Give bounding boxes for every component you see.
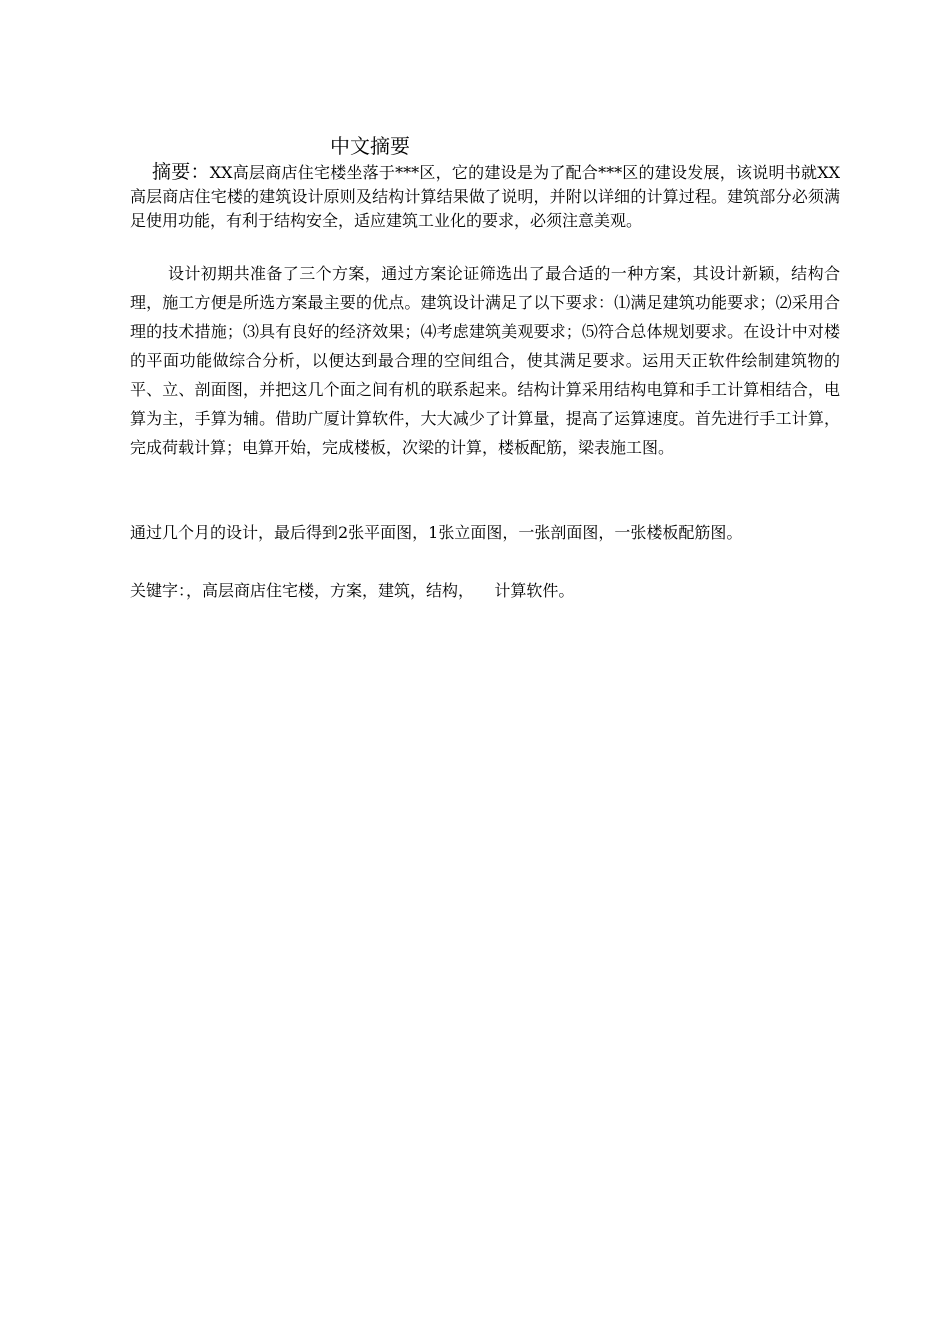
design-paragraph: 设计初期共准备了三个方案，通过方案论证筛选出了最合适的一种方案，其设计新颖，结构合理，施工方便是所选方案最主要的优点。建筑设计满足了以下要求：⑴满足建筑功能要求；⑵采用合理的技术措施；⑶具有良好的经济效果；⑷考虑建筑美观要求；⑸符合总体规划要求。在设计中对楼的平面功能做综合分析，以便达到最合理的空间组合，使其满足要求。运用天正软件绘制建筑物的平、立、剖面图，并把这几个面之间有机的联系起来。结构计算采用结构电算和手工计算相结合，电算为主，手算为辅。借助广厦计算软件，大大减少了计算量，提高了运算速度。首先进行手工计算，完成荷载计算；电算开始，完成楼板，次梁的计算，楼板配筋，梁表施工图。 [130,264,840,457]
abstract-paragraph [130,160,840,233]
page-title: 中文摘要 [330,134,410,158]
result-paragraph: 通过几个月的设计，最后得到2张平面图，1张立面图，一张剖面图，一张楼板配筋图。 [130,523,743,542]
abstract-label: 摘要： [152,161,210,183]
abstract-text: XX高层商店住宅楼坐落于***区，它的建设是为了配合***区的建设发展，该说明书就XX高层商店住宅楼的建筑设计原则及结构计算结果做了说明，并附以详细的计算过程。建筑部分必须满足使用功能，有利于结构安全，适应建筑工业化的要求，必须注意美观。 [130,163,840,230]
keywords-line: 关键字：，高层商店住宅楼，方案，建筑，结构， 计算软件。 [130,581,575,600]
